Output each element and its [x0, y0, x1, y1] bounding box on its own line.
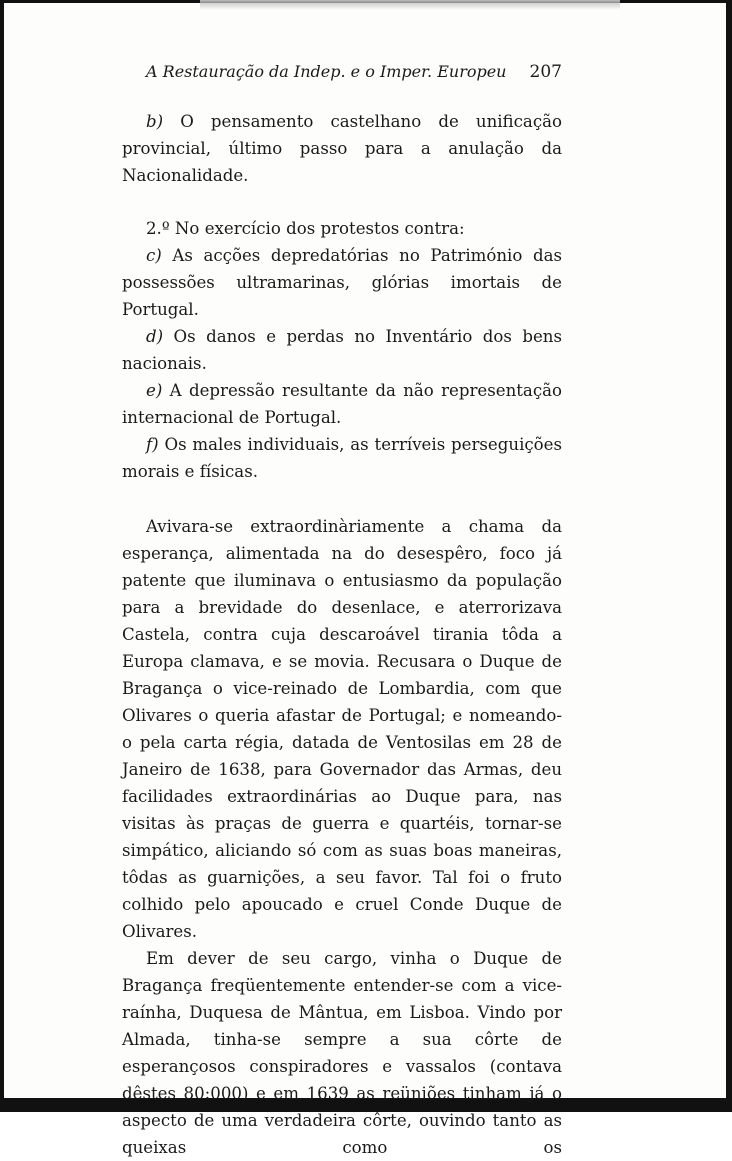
- list-text-d: Os danos e perdas no Inventário dos bens nacionais.: [122, 327, 562, 373]
- list-text-b: O pensamento castelhano de unificação provincial, último passo para a anulação da Nacionalidade.: [122, 112, 562, 185]
- list-text-e: A depressão resultante da não representação internacional de Portugal.: [122, 381, 562, 427]
- list-item-d: [122, 323, 562, 377]
- section-text: No exercício dos protestos contra:: [169, 219, 465, 238]
- page-content: [122, 62, 562, 1161]
- list-label-b: b): [146, 112, 164, 131]
- list-label-c: c): [146, 246, 162, 265]
- list-label-e: e): [146, 381, 163, 400]
- list-label-f: f): [146, 435, 159, 454]
- section-heading-2: [122, 215, 562, 242]
- body-paragraph-2: Em dever de seu cargo, vinha o Duque de Bragança freqüentemente entender-se com a vice-raínha, Duquesa de Mântua, em Lisboa. Vindo por Almada, tinha-se sempre a sua côrte de esperançosos conspiradores e vassalos (contava dêstes 80:000) e em 1639 as reüniões tinham já o aspecto de uma verdadeira côrte, ouvindo tanto as queixas como os: [122, 949, 562, 1157]
- running-title: A Restauração da Indep. e o Imper. Europeu: [146, 62, 507, 81]
- list-item-c: [122, 242, 562, 323]
- spacer: [122, 189, 562, 215]
- running-header: [122, 62, 562, 88]
- list-text-f: Os males individuais, as terríveis perseguições morais e físicas.: [122, 435, 562, 481]
- spacer: [122, 485, 562, 513]
- list-item-e: [122, 377, 562, 431]
- list-label-d: d): [146, 327, 164, 346]
- list-item-f: [122, 431, 562, 485]
- list-text-c: As acções depredatórias no Património das possessões ultramarinas, glórias imortais de Portugal.: [122, 246, 562, 319]
- body-paragraph-1: Avivara-se extraordinàriamente a chama da esperança, alimentada na do desespêro, foco já patente que iluminava o entusiasmo da população para a brevidade do desenlace, e aterrorizava Castela, contra cuja descaroável tirania tôda a Europa clamava, e se movia. Recusara o Duque de Bragança o vice-reinado de Lombardia, com que Olivares o queria afastar de Portugal; e nomeando-o pela carta régia, datada de Ventosilas em 28 de Janeiro de 1638, para Governador das Armas, deu facilidades extraordinárias ao Duque para, nas visitas às praças de guerra e quartéis, tornar-se simpático, aliciando só com as suas boas maneiras, tôdas as guarnições, a seu favor. Tal foi o fruto colhido pelo apoucado e cruel Conde Duque de Olivares.: [122, 517, 562, 941]
- page-number: 207: [529, 62, 562, 82]
- section-number: 2.º: [146, 219, 170, 238]
- scan-shadow: [200, 0, 620, 10]
- list-item-b: [122, 108, 562, 189]
